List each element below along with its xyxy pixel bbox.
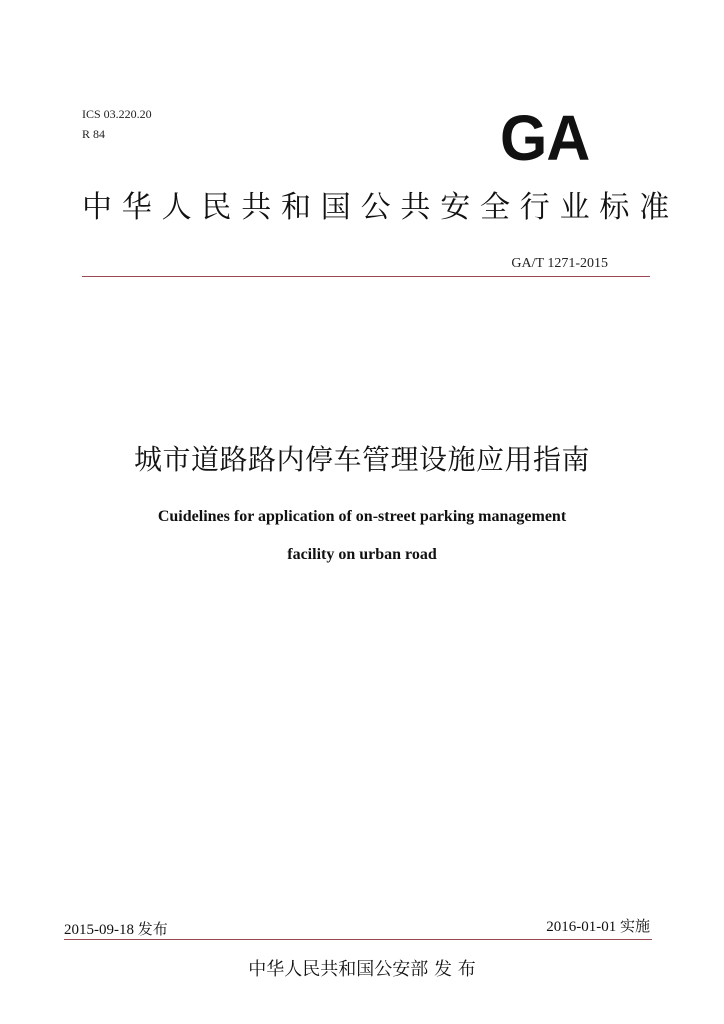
- ics-code: ICS 03.220.20: [82, 107, 152, 121]
- standard-number: GA/T 1271-2015: [511, 256, 608, 271]
- header-divider: [82, 276, 650, 277]
- document-title-chinese: 城市道路路内停车管理设施应用指南: [133, 443, 590, 476]
- classification-block: [82, 104, 152, 144]
- document-title-english-line1: Cuidelines for application of on-street parking management: [157, 508, 567, 525]
- implementation-date: 2016-01-01 实施: [546, 919, 650, 935]
- issue-date: 2015-09-18 发布: [64, 922, 168, 938]
- publisher: 中华人民共和国公安部 发 布: [248, 959, 476, 980]
- document-title-english-line2: facility on urban road: [287, 546, 437, 563]
- class-code: R 84: [82, 127, 106, 141]
- standard-category-title: 中华人民共和国公共安全行业标准: [82, 190, 679, 225]
- footer-divider: [64, 939, 652, 940]
- ga-logo: GA: [500, 102, 590, 174]
